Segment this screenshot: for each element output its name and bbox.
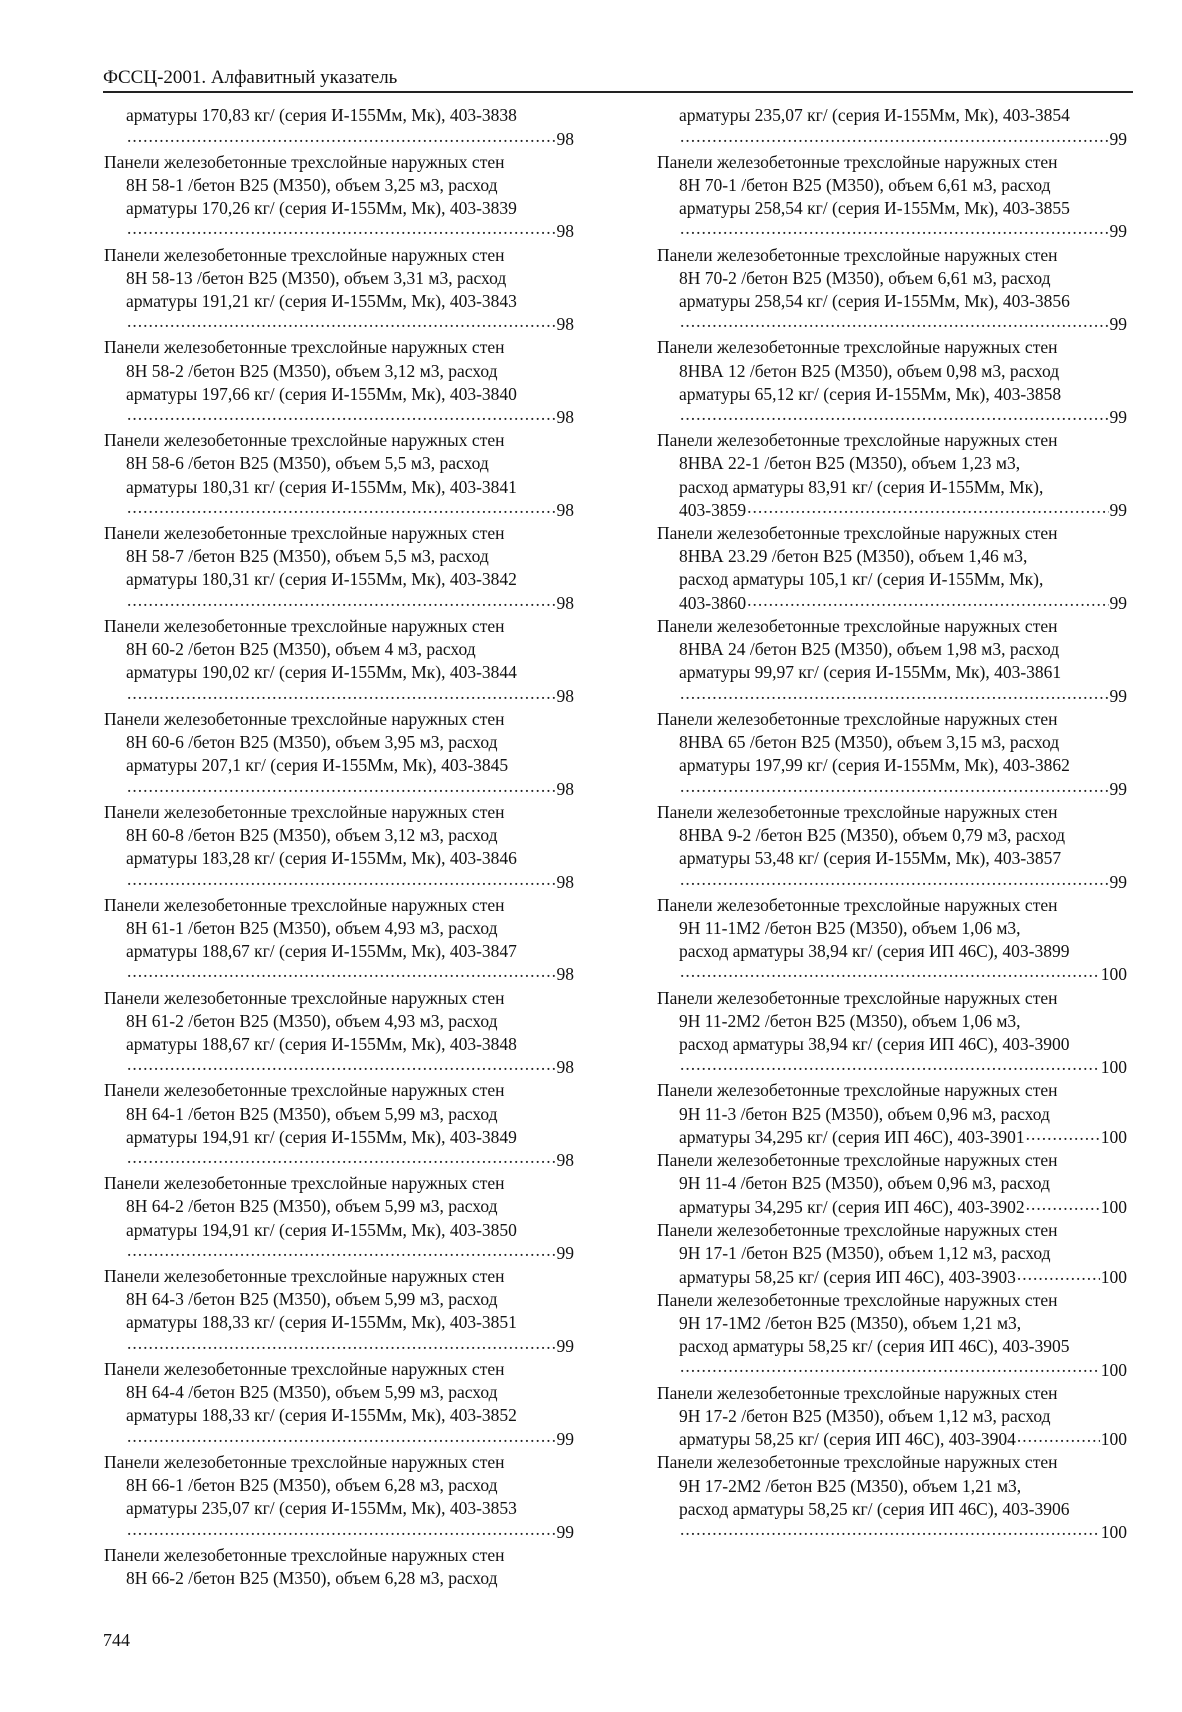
entry-line: арматуры 190,02 кг/ (серия И-155Мм, Мк), 403-3844 — [126, 662, 517, 683]
entry-page-line — [104, 1056, 574, 1080]
index-entry — [104, 894, 574, 987]
dot-leader — [127, 406, 556, 424]
entry-line: арматуры 183,28 кг/ (серия И-155Мм, Мк), 403-3846 — [126, 848, 517, 868]
entry-line: 9Н 17-2М2 /бетон В25 (М350), объем 1,21 м3, — [679, 1475, 1022, 1496]
dot-leader — [127, 684, 556, 702]
entry-page-number: 99 — [556, 1243, 574, 1264]
dot-leader — [680, 777, 1109, 795]
entry-line: 8Н 66-1 /бетон В25 (М350), объем 6,28 м3, расход — [126, 1475, 498, 1496]
entry-line: Панели железобетонные трехслойные наружных стен — [657, 244, 1058, 265]
index-entry — [657, 1219, 1127, 1289]
index-entry — [657, 1079, 1127, 1149]
index-entry — [657, 801, 1127, 894]
entry-line: 8НВА 9-2 /бетон В25 (М350), объем 0,79 м3, расход — [679, 824, 1065, 845]
dot-leader — [680, 406, 1109, 424]
dot-leader — [127, 591, 556, 609]
entry-line: арматуры 180,31 кг/ (серия И-155Мм, Мк), 403-3842 — [126, 569, 517, 590]
entry-line: Панели железобетонные трехслойные наружных стен — [104, 430, 505, 451]
entry-line: 8Н 64-3 /бетон В25 (М350), объем 5,99 м3, расход — [126, 1289, 498, 1310]
index-entry — [657, 615, 1127, 708]
entry-line: 8Н 70-2 /бетон В25 (М350), объем 6,61 м3, расход — [679, 267, 1051, 288]
entry-page-line — [657, 1265, 1127, 1289]
index-entry — [104, 801, 574, 894]
entry-page-number: 99 — [1109, 407, 1127, 428]
entry-page-number: 98 — [556, 1057, 574, 1078]
dot-leader — [680, 220, 1109, 238]
entry-line: расход арматуры 58,25 кг/ (серия ИП 46С), 403-3906 — [679, 1498, 1070, 1519]
index-entry — [104, 1358, 574, 1451]
entry-line: Панели железобетонные трехслойные наружных стен — [104, 1266, 505, 1287]
entry-line: Панели железобетонные трехслойные наружных стен — [657, 1289, 1058, 1310]
entry-line: расход арматуры 105,1 кг/ (серия И-155Мм, Мк), — [679, 569, 1044, 590]
index-entry — [657, 151, 1127, 244]
entry-line: Панели железобетонные трехслойные наружных стен — [104, 1544, 505, 1565]
entry-page-line — [104, 777, 574, 801]
dot-leader — [127, 499, 556, 517]
dot-leader — [127, 1334, 556, 1352]
dot-leader — [127, 870, 556, 888]
entry-line: Панели железобетонные трехслойные наружных стен — [104, 801, 505, 822]
entry-line: арматуры 180,31 кг/ (серия И-155Мм, Мк), 403-3841 — [126, 476, 517, 497]
index-column-right — [657, 104, 1127, 1544]
index-entry — [657, 244, 1127, 337]
entry-page-number: 98 — [556, 592, 574, 613]
index-entry — [104, 151, 574, 244]
entry-line: 8Н 64-4 /бетон В25 (М350), объем 5,99 м3, расход — [126, 1382, 498, 1403]
dot-leader — [680, 870, 1109, 888]
dot-leader — [1026, 1126, 1100, 1144]
entry-line: Панели железобетонные трехслойные наружных стен — [657, 430, 1058, 451]
index-entry — [104, 1544, 574, 1590]
entry-page-number: 98 — [556, 500, 574, 521]
entry-line: арматуры 194,91 кг/ (серия И-155Мм, Мк), 403-3850 — [126, 1219, 517, 1240]
dot-leader — [680, 1056, 1100, 1074]
entry-line: Панели железобетонные трехслойные наружных стен — [104, 894, 505, 915]
entry-page-line — [104, 313, 574, 337]
entry-code: арматуры 34,295 кг/ (серия ИП 46С), 403-3902 — [679, 1196, 1025, 1217]
entry-line: Панели железобетонные трехслойные наружных стен — [104, 244, 505, 265]
index-entry — [104, 104, 574, 151]
entry-page-line — [104, 1334, 574, 1358]
entry-line: Панели железобетонные трехслойные наружных стен — [104, 337, 505, 358]
entry-line: 8Н 58-6 /бетон В25 (М350), объем 5,5 м3, расход — [126, 453, 489, 474]
entry-line: арматуры 235,07 кг/ (серия И-155Мм, Мк), 403-3853 — [126, 1498, 517, 1519]
dot-leader — [1017, 1265, 1100, 1283]
entry-page-number: 99 — [1109, 314, 1127, 335]
entry-line: арматуры 170,26 кг/ (серия И-155Мм, Мк), 403-3839 — [126, 197, 517, 218]
entry-page-line — [657, 1521, 1127, 1545]
index-entry — [657, 1382, 1127, 1452]
entry-page-number: 99 — [1109, 592, 1127, 613]
index-entry — [104, 1265, 574, 1358]
entry-page-line — [104, 499, 574, 523]
entry-line: Панели железобетонные трехслойные наружных стен — [657, 894, 1058, 915]
entry-page-line — [657, 220, 1127, 244]
entry-page-number: 100 — [1100, 1196, 1127, 1217]
index-entry — [657, 522, 1127, 615]
entry-page-line — [657, 1126, 1127, 1150]
index-entry — [104, 1079, 574, 1172]
entry-page-line — [657, 777, 1127, 801]
entry-code: арматуры 58,25 кг/ (серия ИП 46С), 403-3904 — [679, 1429, 1016, 1450]
entry-line: Панели железобетонные трехслойные наружных стен — [657, 616, 1058, 637]
entry-line: Панели железобетонные трехслойные наружных стен — [104, 616, 505, 637]
entry-line: расход арматуры 83,91 кг/ (серия И-155Мм, Мк), — [679, 476, 1044, 497]
entry-page-number: 100 — [1100, 1127, 1127, 1148]
dot-leader — [747, 591, 1108, 609]
entry-page-line — [104, 963, 574, 987]
entry-page-line — [657, 1428, 1127, 1452]
entry-code: 403-3859 — [679, 500, 747, 521]
entry-code: 403-3860 — [679, 592, 747, 613]
dot-leader — [680, 963, 1100, 981]
entry-page-number: 98 — [556, 407, 574, 428]
page-number: 744 — [103, 1630, 130, 1650]
entry-line: 8НВА 24 /бетон В25 (М350), объем 1,98 м3, расход — [679, 639, 1060, 660]
entry-line: арматуры 65,12 кг/ (серия И-155Мм, Мк), 403-3858 — [679, 383, 1062, 404]
entry-line: 8Н 61-1 /бетон В25 (М350), объем 4,93 м3, расход — [126, 917, 498, 938]
entry-page-line — [104, 1520, 574, 1544]
entry-page-number: 100 — [1100, 1057, 1127, 1078]
entry-page-number: 99 — [556, 1521, 574, 1542]
entry-line: Панели железобетонные трехслойные наружных стен — [104, 523, 505, 544]
entry-line: расход арматуры 38,94 кг/ (серия ИП 46С), 403-3899 — [679, 940, 1070, 961]
entry-page-line — [657, 1358, 1127, 1382]
entry-line: 9Н 11-3 /бетон В25 (М350), объем 0,96 м3, расход — [679, 1103, 1050, 1124]
entry-line: Панели железобетонные трехслойные наружных стен — [657, 987, 1058, 1008]
entry-line: 8НВА 65 /бетон В25 (М350), объем 3,15 м3, расход — [679, 732, 1060, 753]
dot-leader — [127, 127, 556, 145]
entry-line: расход арматуры 38,94 кг/ (серия ИП 46С), 403-3900 — [679, 1033, 1070, 1054]
entry-line: арматуры 258,54 кг/ (серия И-155Мм, Мк), 403-3856 — [679, 290, 1070, 311]
dot-leader — [747, 499, 1108, 517]
entry-page-line — [657, 963, 1127, 987]
entry-page-number: 99 — [556, 1335, 574, 1356]
entry-line: 8Н 70-1 /бетон В25 (М350), объем 6,61 м3, расход — [679, 174, 1051, 195]
entry-page-line — [104, 1242, 574, 1266]
entry-page-line — [657, 499, 1127, 523]
index-entry — [657, 429, 1127, 522]
entry-line: 9Н 17-1 /бетон В25 (М350), объем 1,12 м3, расход — [679, 1243, 1051, 1264]
entry-line: 9Н 17-2 /бетон В25 (М350), объем 1,12 м3, расход — [679, 1405, 1051, 1426]
dot-leader — [680, 127, 1109, 145]
entry-page-number: 99 — [1109, 221, 1127, 242]
entry-line: 8Н 58-7 /бетон В25 (М350), объем 5,5 м3, расход — [126, 546, 489, 567]
entry-line: Панели железобетонные трехслойные наружных стен — [657, 1452, 1058, 1473]
entry-page-line — [657, 127, 1127, 151]
entry-line: Панели железобетонные трехслойные наружных стен — [104, 1451, 505, 1472]
dot-leader — [127, 1149, 556, 1167]
entry-line: 8Н 66-2 /бетон В25 (М350), объем 6,28 м3, расход — [126, 1567, 498, 1588]
dot-leader — [127, 1056, 556, 1074]
entry-line: арматуры 188,33 кг/ (серия И-155Мм, Мк), 403-3852 — [126, 1405, 517, 1426]
index-entry — [657, 104, 1127, 151]
dot-leader — [127, 1242, 556, 1260]
index-entry — [104, 429, 574, 522]
entry-line: Панели железобетонные трехслойные наружных стен — [657, 337, 1058, 358]
entry-page-number: 100 — [1100, 1266, 1127, 1287]
entry-line: арматуры 99,97 кг/ (серия И-155Мм, Мк), 403-3861 — [679, 662, 1062, 683]
entry-page-number: 99 — [1109, 685, 1127, 706]
entry-line: Панели железобетонные трехслойные наружных стен — [104, 708, 505, 729]
index-entry — [657, 1289, 1127, 1382]
index-entry — [104, 615, 574, 708]
dot-leader — [1026, 1195, 1100, 1213]
entry-page-number: 99 — [1109, 500, 1127, 521]
entry-page-number: 100 — [1100, 1522, 1127, 1543]
entry-page-number: 99 — [1109, 871, 1127, 892]
entry-page-line — [104, 220, 574, 244]
entry-page-line — [657, 406, 1127, 430]
entry-line: 8Н 58-13 /бетон В25 (М350), объем 3,31 м3, расход — [126, 267, 507, 288]
entry-line: 8Н 60-8 /бетон В25 (М350), объем 3,12 м3, расход — [126, 824, 498, 845]
entry-line: 8Н 60-2 /бетон В25 (М350), объем 4 м3, расход — [126, 639, 476, 660]
entry-line: 8НВА 23.29 /бетон В25 (М350), объем 1,46 м3, — [679, 546, 1028, 567]
entry-page-number: 99 — [1109, 128, 1127, 149]
entry-line: 9Н 11-1М2 /бетон В25 (М350), объем 1,06 м3, — [679, 917, 1021, 938]
entry-line: Панели железобетонные трехслойные наружных стен — [657, 1150, 1058, 1171]
entry-line: арматуры 188,67 кг/ (серия И-155Мм, Мк), 403-3848 — [126, 1033, 517, 1054]
entry-line: Панели железобетонные трехслойные наружных стен — [657, 708, 1058, 729]
dot-leader — [680, 1358, 1100, 1376]
entry-line: арматуры 197,66 кг/ (серия И-155Мм, Мк), 403-3840 — [126, 383, 517, 404]
page-header — [103, 66, 1133, 93]
entry-page-number: 100 — [1100, 964, 1127, 985]
entry-line: арматуры 194,91 кг/ (серия И-155Мм, Мк), 403-3849 — [126, 1126, 517, 1147]
index-entry — [657, 1149, 1127, 1219]
index-entry — [104, 522, 574, 615]
index-entry — [657, 894, 1127, 987]
entry-code: арматуры 58,25 кг/ (серия ИП 46С), 403-3903 — [679, 1266, 1016, 1287]
entry-page-number: 98 — [556, 778, 574, 799]
entry-page-number: 100 — [1100, 1429, 1127, 1450]
header-title: ФССЦ-2001. Алфавитный указатель — [103, 67, 398, 88]
entry-line: Панели железобетонные трехслойные наружных стен — [104, 987, 505, 1008]
entry-page-line — [104, 127, 574, 151]
entry-line: Панели железобетонные трехслойные наружных стен — [104, 1080, 505, 1101]
entry-line: Панели железобетонные трехслойные наружных стен — [104, 151, 505, 172]
entry-line: 8Н 60-6 /бетон В25 (М350), объем 3,95 м3, расход — [126, 732, 498, 753]
entry-page-line — [104, 406, 574, 430]
entry-line: расход арматуры 58,25 кг/ (серия ИП 46С), 403-3905 — [679, 1335, 1070, 1356]
index-entry — [657, 708, 1127, 801]
entry-line: Панели железобетонные трехслойные наружных стен — [104, 1173, 505, 1194]
entry-line: арматуры 207,1 кг/ (серия И-155Мм, Мк), 403-3845 — [126, 755, 509, 776]
entry-line: арматуры 188,33 кг/ (серия И-155Мм, Мк), 403-3851 — [126, 1312, 517, 1333]
index-entry — [657, 1451, 1127, 1544]
index-entry — [104, 987, 574, 1080]
entry-page-number: 100 — [1100, 1359, 1127, 1380]
entry-line: арматуры 53,48 кг/ (серия И-155Мм, Мк), 403-3857 — [679, 848, 1062, 868]
entry-line: 8Н 61-2 /бетон В25 (М350), объем 4,93 м3, расход — [126, 1010, 498, 1031]
entry-page-number: 98 — [556, 685, 574, 706]
entry-line: 9Н 11-4 /бетон В25 (М350), объем 0,96 м3, расход — [679, 1173, 1050, 1194]
entry-line: Панели железобетонные трехслойные наружных стен — [104, 1359, 505, 1380]
entry-page-line — [657, 684, 1127, 708]
entry-page-number: 98 — [556, 1150, 574, 1171]
entry-line: 8Н 58-1 /бетон В25 (М350), объем 3,25 м3, расход — [126, 174, 498, 195]
entry-page-number: 99 — [556, 1428, 574, 1449]
entry-line: Панели железобетонные трехслойные наружных стен — [657, 801, 1058, 822]
entry-line: Панели железобетонные трехслойные наружных стен — [657, 151, 1058, 172]
dot-leader — [127, 963, 556, 981]
entry-line: 8НВА 12 /бетон В25 (М350), объем 0,98 м3, расход — [679, 360, 1060, 381]
entry-page-line — [104, 870, 574, 894]
index-entry — [104, 708, 574, 801]
entry-line: арматуры 191,21 кг/ (серия И-155Мм, Мк), 403-3843 — [126, 290, 517, 311]
index-entry — [104, 1172, 574, 1265]
index-entry — [657, 987, 1127, 1080]
dot-leader — [127, 1520, 556, 1538]
entry-page-line — [657, 870, 1127, 894]
index-entry — [104, 1451, 574, 1544]
entry-line: арматуры 170,83 кг/ (серия И-155Мм, Мк), 403-3838 — [126, 105, 517, 125]
entry-line: Панели железобетонные трехслойные наружных стен — [657, 1220, 1058, 1240]
dot-leader — [127, 220, 556, 238]
entry-line: 8Н 64-2 /бетон В25 (М350), объем 5,99 м3, расход — [126, 1196, 498, 1217]
entry-line: арматуры 197,99 кг/ (серия И-155Мм, Мк), 403-3862 — [679, 755, 1070, 776]
entry-page-line — [104, 591, 574, 615]
dot-leader — [127, 313, 556, 331]
entry-page-line — [657, 1056, 1127, 1080]
entry-line: арматуры 235,07 кг/ (серия И-155Мм, Мк), 403-3854 — [679, 105, 1070, 125]
entry-line: Панели железобетонные трехслойные наружных стен — [657, 523, 1058, 544]
dot-leader — [680, 1521, 1100, 1539]
dot-leader — [680, 313, 1109, 331]
index-entry — [104, 244, 574, 337]
entry-page-number: 98 — [556, 128, 574, 149]
entry-page-number: 98 — [556, 221, 574, 242]
entry-page-line — [657, 1195, 1127, 1219]
entry-page-line — [104, 1427, 574, 1451]
entry-line: 8Н 64-1 /бетон В25 (М350), объем 5,99 м3, расход — [126, 1103, 498, 1124]
entry-line: 8НВА 22-1 /бетон В25 (М350), объем 1,23 м3, — [679, 453, 1021, 474]
entry-page-line — [657, 313, 1127, 337]
entry-line: 9Н 11-2М2 /бетон В25 (М350), объем 1,06 м3, — [679, 1010, 1021, 1031]
entry-page-line — [657, 591, 1127, 615]
entry-page-number: 98 — [556, 314, 574, 335]
index-entry — [104, 336, 574, 429]
entry-line: 9Н 17-1М2 /бетон В25 (М350), объем 1,21 м3, — [679, 1312, 1022, 1333]
entry-code: арматуры 34,295 кг/ (серия ИП 46С), 403-3901 — [679, 1127, 1025, 1148]
index-column-left — [104, 104, 574, 1590]
entry-page-number: 98 — [556, 964, 574, 985]
entry-line: Панели железобетонные трехслойные наружных стен — [657, 1080, 1058, 1101]
dot-leader — [127, 1427, 556, 1445]
dot-leader — [680, 684, 1109, 702]
entry-line: 8Н 58-2 /бетон В25 (М350), объем 3,12 м3, расход — [126, 360, 498, 381]
entry-page-number: 99 — [1109, 778, 1127, 799]
entry-page-number: 98 — [556, 871, 574, 892]
dot-leader — [127, 777, 556, 795]
entry-line: арматуры 258,54 кг/ (серия И-155Мм, Мк), 403-3855 — [679, 197, 1070, 218]
index-entry — [657, 336, 1127, 429]
entry-page-line — [104, 1149, 574, 1173]
entry-line: арматуры 188,67 кг/ (серия И-155Мм, Мк), 403-3847 — [126, 940, 517, 961]
dot-leader — [1017, 1428, 1100, 1446]
entry-page-line — [104, 684, 574, 708]
entry-line: Панели железобетонные трехслойные наружных стен — [657, 1382, 1058, 1403]
